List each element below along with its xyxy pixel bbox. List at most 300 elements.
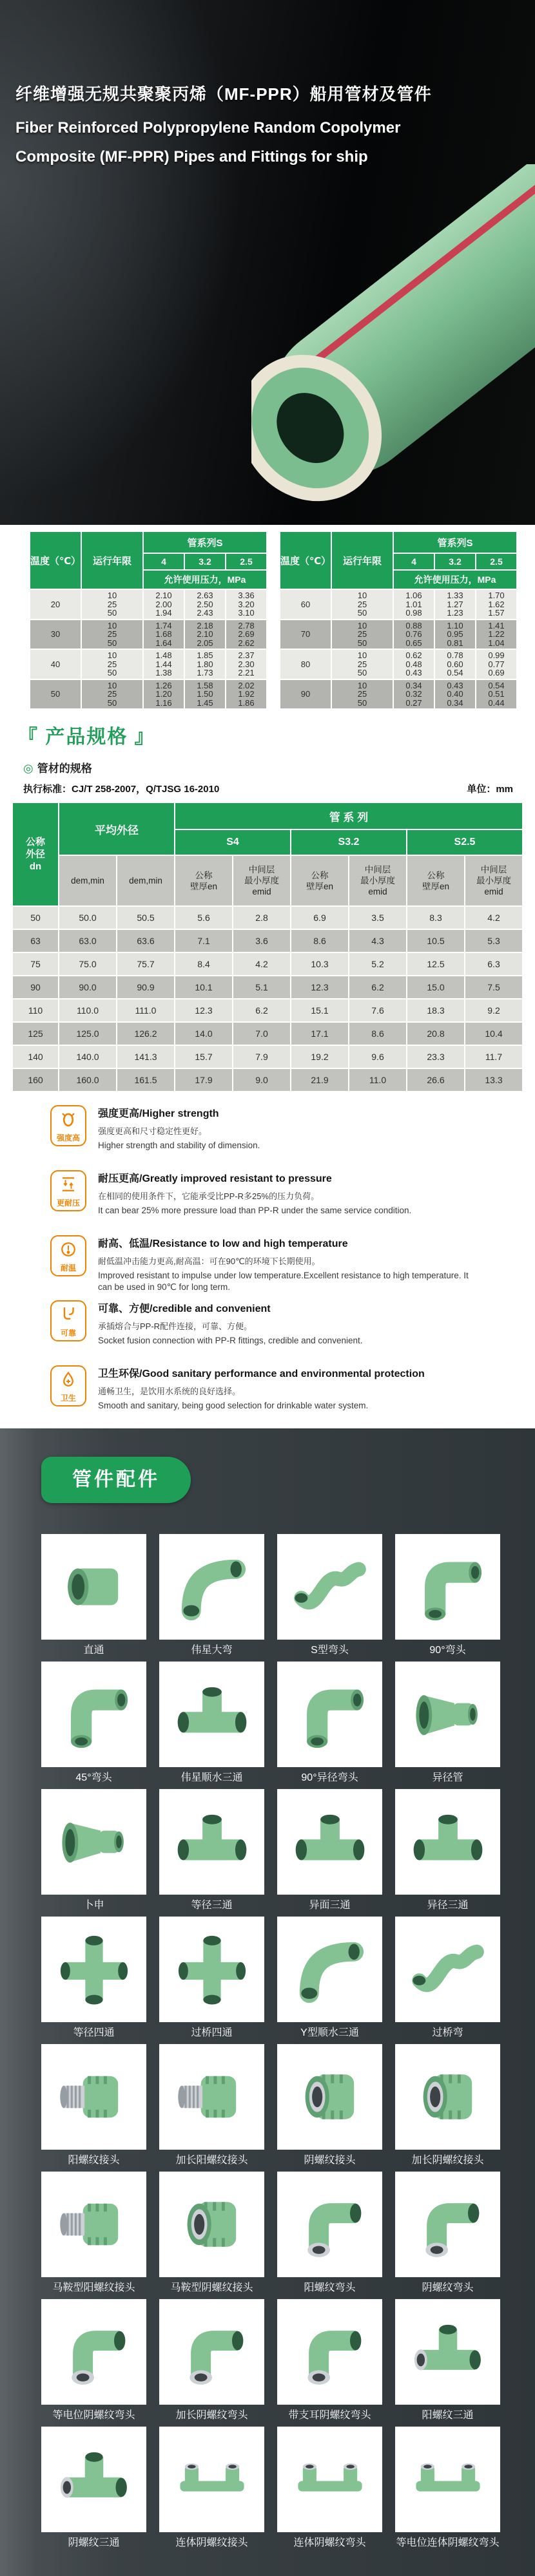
feature-item <box>50 1235 535 1293</box>
fittings-section <box>0 1428 535 2576</box>
product-label: 过桥弯 <box>432 2027 463 2038</box>
product-image <box>395 2044 500 2150</box>
spec-cell: 75.0 <box>59 952 117 976</box>
spec-cell: 15.1 <box>291 999 349 1022</box>
spec-cell: 6.2 <box>349 976 407 999</box>
feature-desc-zh: 在相同的使用条件下，它能承受比PP-R多25%的压力负荷。 <box>98 1191 320 1201</box>
feature-title: 耐压更高/Greatly improved resistant to pressure <box>98 1173 332 1184</box>
elbow-fitting-icon <box>54 1674 134 1754</box>
feature-badge: 更耐压 <box>56 1198 80 1208</box>
product-tile <box>41 1789 146 1917</box>
product-tile <box>159 2044 264 2172</box>
header-avg-od: 平均外径 <box>59 802 175 855</box>
spec-cell: 5.1 <box>233 976 291 999</box>
spec-cell: 111.0 <box>117 999 175 1022</box>
product-label: 异径管 <box>432 1772 463 1783</box>
pipe-photo <box>251 164 535 525</box>
spec-cell: 126.2 <box>117 1022 175 1045</box>
product-image <box>159 1789 264 1895</box>
s4-cell: 1.74 1.68 1.64 <box>143 620 184 650</box>
s25-cell: 2.78 2.69 2.62 <box>226 620 267 650</box>
s32-cell: 1.85 1.80 1.73 <box>184 649 226 679</box>
years-cell: 10 25 50 <box>331 589 393 620</box>
header-pipe-series: 管 系 列 <box>175 802 523 829</box>
product-tile <box>395 2299 500 2427</box>
spec-cell: 75 <box>12 952 59 976</box>
reducer-fitting-icon <box>408 1674 488 1754</box>
spec-subtitle: ◎ 管材的规格 <box>23 762 92 775</box>
product-tile <box>395 2427 500 2554</box>
product-image <box>41 2172 146 2277</box>
product-label: 90°异径弯头 <box>301 1772 358 1783</box>
feature-desc-en: Socket fusion connection with PP-R fittings, credible and convenient. <box>98 1336 363 1345</box>
product-image <box>41 1917 146 2022</box>
product-label: 45°弯头 <box>75 1772 112 1783</box>
double-circle-icon: ◎ <box>23 762 34 775</box>
product-label: 90°弯头 <box>429 1645 466 1656</box>
spec-row <box>12 1022 523 1045</box>
s4-cell: 1.06 1.01 0.98 <box>393 589 434 620</box>
product-label: 阳螺纹三通 <box>422 2410 474 2421</box>
product-label: 阴螺纹三通 <box>68 2537 120 2548</box>
s25-cell: 2.37 2.30 2.21 <box>226 649 267 679</box>
spec-subheader-row <box>12 855 523 906</box>
header-dem: dem,min <box>59 855 117 906</box>
spec-row <box>12 929 523 952</box>
s32-cell: 1.33 1.27 1.23 <box>434 589 476 620</box>
s32-cell: 0.43 0.40 0.34 <box>434 679 476 710</box>
temp-cell: 30 <box>30 620 81 650</box>
pressure-row <box>30 620 267 650</box>
product-tile <box>159 1662 264 1789</box>
header-pressure: 允许使用压力，MPa <box>393 570 517 589</box>
spec-cell: 9.6 <box>349 1045 407 1068</box>
pressure-tables-section <box>0 525 535 712</box>
header-wall: 公称 壁厚en <box>291 855 349 906</box>
product-tile <box>277 1534 382 1662</box>
feature-desc-zh: 强度更高和尺寸稳定性更好。 <box>98 1126 208 1136</box>
s25-cell: 2.02 1.92 1.86 <box>226 679 267 710</box>
product-label: 等电位连体阴螺纹弯头 <box>396 2537 500 2548</box>
s32-cell: 1.10 0.95 0.81 <box>434 620 476 650</box>
feature-title: 强度更高/Higher strength <box>98 1108 219 1119</box>
product-image <box>277 2172 382 2277</box>
product-tile <box>41 2044 146 2172</box>
pressure-icon <box>59 1176 78 1193</box>
product-label: 等径三通 <box>191 1900 233 1911</box>
product-label: 异径三通 <box>427 1900 469 1911</box>
temp-cell: 70 <box>280 620 331 650</box>
spec-cell: 90 <box>12 976 59 999</box>
feature-desc-en: Smooth and sanitary, being good selection for drinkable water system. <box>98 1401 369 1410</box>
spec-cell: 140 <box>12 1045 59 1068</box>
years-cell: 10 25 50 <box>81 649 143 679</box>
header-temp: 温度（℃） <box>30 531 81 589</box>
spec-cell: 7.1 <box>175 929 233 952</box>
spec-cell: 23.3 <box>407 1045 465 1068</box>
spec-table <box>12 802 523 1092</box>
spec-cell: 10.1 <box>175 976 233 999</box>
feature-title: 可靠、方便/credible and convenient <box>98 1303 271 1314</box>
product-tile <box>277 2172 382 2299</box>
product-image <box>41 2299 146 2405</box>
adapter-male-fitting-icon <box>54 2057 134 2137</box>
product-image <box>395 2427 500 2532</box>
feature-desc-zh: 通畅卫生，是饮用水系统的良好选择。 <box>98 1387 241 1396</box>
header-dn: 公称 外径 dn <box>12 802 59 906</box>
feature-item <box>50 1105 535 1163</box>
product-tile <box>159 2427 264 2554</box>
spec-cell: 26.6 <box>407 1068 465 1092</box>
spec-cell: 21.9 <box>291 1068 349 1092</box>
elbow-adapter-fitting-icon <box>54 2312 134 2392</box>
spec-cell: 50 <box>12 906 59 929</box>
feature-item <box>50 1300 535 1358</box>
spec-cell: 4.3 <box>349 929 407 952</box>
years-cell: 10 25 50 <box>81 620 143 650</box>
product-image <box>277 1534 382 1640</box>
years-cell: 10 25 50 <box>81 589 143 620</box>
sbend-fitting-icon <box>290 1547 370 1627</box>
product-image <box>395 1662 500 1767</box>
s32-cell: 0.78 0.60 0.54 <box>434 649 476 679</box>
header-series-col: 2.5 <box>476 553 517 570</box>
feature-item <box>50 1365 535 1423</box>
header-series: 管系列S <box>393 531 517 553</box>
product-image <box>277 1662 382 1767</box>
product-label: Y型顺水三通 <box>300 2027 359 2038</box>
header-series-col: 3.2 <box>184 553 226 570</box>
product-image <box>395 2299 500 2405</box>
section-title-spec: 『 产品规格 』 <box>18 726 155 748</box>
product-image <box>159 1662 264 1767</box>
spec-cell: 5.6 <box>175 906 233 929</box>
spec-cell: 10.3 <box>291 952 349 976</box>
tee-fitting-icon <box>172 1674 252 1754</box>
header-series: 管系列S <box>143 531 267 553</box>
temp-cell: 80 <box>280 649 331 679</box>
spec-cell: 12.3 <box>175 999 233 1022</box>
product-tile <box>277 2427 382 2554</box>
elbow-adapter-fitting-icon <box>172 2312 252 2392</box>
tee-adapter-fitting-icon <box>54 2439 134 2519</box>
tee-fitting-icon <box>172 1802 252 1882</box>
product-label: 马鞍型阴螺纹接头 <box>170 2282 253 2293</box>
spec-cell: 160.0 <box>59 1068 117 1092</box>
spec-row <box>12 976 523 999</box>
spec-cell: 63.6 <box>117 929 175 952</box>
adapter-male-fitting-icon <box>172 2057 252 2137</box>
adapter-male-fitting-icon <box>54 2184 134 2264</box>
adapter-female-fitting-icon <box>172 2184 252 2264</box>
spec-cell: 50.5 <box>117 906 175 929</box>
product-label: S型弯头 <box>311 1645 349 1656</box>
s25-cell: 1.70 1.62 1.57 <box>476 589 517 620</box>
header-series-col: 3.2 <box>434 553 476 570</box>
header-s-class: S2.5 <box>407 829 523 855</box>
feature-icon-box <box>50 1300 86 1341</box>
years-cell: 10 25 50 <box>331 620 393 650</box>
product-label: 加长阳螺纹接头 <box>175 2155 248 2166</box>
product-label: 伟星大弯 <box>191 1645 233 1656</box>
pressure-row <box>280 649 517 679</box>
product-label: 阴螺纹接头 <box>304 2155 356 2166</box>
spec-cell: 110.0 <box>59 999 117 1022</box>
bend-fitting-icon <box>290 1929 370 2009</box>
spec-cell: 141.3 <box>117 1045 175 1068</box>
years-cell: 10 25 50 <box>81 679 143 710</box>
feature-desc-zh: 耐低温冲击能力更高,耐高温：可在90℃的环境下长期使用。 <box>98 1256 320 1266</box>
product-image <box>159 2427 264 2532</box>
header-years: 运行年限 <box>331 531 393 589</box>
header-series-col: 4 <box>393 553 434 570</box>
spec-cell: 15.7 <box>175 1045 233 1068</box>
years-cell: 10 25 50 <box>331 649 393 679</box>
product-tile <box>41 1917 146 2044</box>
spec-cell: 11.7 <box>465 1045 523 1068</box>
product-label: 等径四通 <box>73 2027 115 2038</box>
feature-title: 耐高、低温/Resistance to low and high temperature <box>98 1238 348 1249</box>
spec-cell: 2.8 <box>233 906 291 929</box>
product-image <box>277 1917 382 2022</box>
strength-icon <box>59 1111 78 1128</box>
product-image <box>41 1534 146 1640</box>
product-grid <box>41 1534 535 2554</box>
pressure-table-left <box>29 531 268 710</box>
header-temp: 温度（℃） <box>280 531 331 589</box>
s4-cell: 2.10 2.00 1.94 <box>143 589 184 620</box>
spec-row <box>12 906 523 929</box>
pressure-row <box>30 589 267 620</box>
spec-cell: 6.2 <box>233 999 291 1022</box>
product-image <box>41 2427 146 2532</box>
spec-cell: 12.3 <box>291 976 349 999</box>
product-tile <box>159 2172 264 2299</box>
pressure-row <box>280 620 517 650</box>
product-tile <box>41 2299 146 2427</box>
s25-cell: 0.54 0.51 0.44 <box>476 679 517 710</box>
spec-cell: 17.9 <box>175 1068 233 1092</box>
elbow-fitting-icon <box>290 1674 370 1754</box>
spec-row <box>12 1068 523 1092</box>
product-label: 异面三通 <box>309 1900 351 1911</box>
product-tile <box>395 1534 500 1662</box>
spec-cell: 160 <box>12 1068 59 1092</box>
header-wall: 公称 壁厚en <box>407 855 465 906</box>
product-image <box>41 2044 146 2150</box>
feature-badge: 强度高 <box>56 1133 80 1142</box>
adapter-female-fitting-icon <box>290 2057 370 2137</box>
spec-cell: 17.1 <box>291 1022 349 1045</box>
spec-cell: 18.3 <box>407 999 465 1022</box>
s32-cell: 1.58 1.50 1.45 <box>184 679 226 710</box>
spec-cell: 5.3 <box>465 929 523 952</box>
product-tile <box>277 2299 382 2427</box>
tee-fitting-icon <box>290 1802 370 1882</box>
spec-cell: 3.6 <box>233 929 291 952</box>
spec-cell: 8.3 <box>407 906 465 929</box>
spec-cell: 8.4 <box>175 952 233 976</box>
product-image <box>159 1917 264 2022</box>
section-title-fittings: 管件配件 <box>41 1457 191 1503</box>
elbow-adapter-fitting-icon <box>290 2184 370 2264</box>
temp-cell: 90 <box>280 679 331 710</box>
spec-standard-row <box>23 782 513 795</box>
spec-cell: 90.9 <box>117 976 175 999</box>
spec-cell: 161.5 <box>117 1068 175 1092</box>
header-wall: 公称 壁厚en <box>175 855 233 906</box>
feature-title: 卫生环保/Good sanitary performance and environmental protection <box>98 1368 425 1379</box>
spec-cell: 6.3 <box>465 952 523 976</box>
spec-cell: 3.5 <box>349 906 407 929</box>
spec-cell: 125.0 <box>59 1022 117 1045</box>
product-image <box>41 1662 146 1767</box>
header-series-col: 4 <box>143 553 184 570</box>
product-tile <box>277 1662 382 1789</box>
product-tile <box>41 1534 146 1662</box>
temp-cell: 20 <box>30 589 81 620</box>
spec-cell: 125 <box>12 1022 59 1045</box>
product-label: 连体阴螺纹接头 <box>175 2537 248 2548</box>
reliable-icon <box>59 1306 78 1323</box>
spec-cell: 7.0 <box>233 1022 291 1045</box>
product-label: 马鞍型阳螺纹接头 <box>52 2282 135 2293</box>
s4-cell: 0.34 0.32 0.27 <box>393 679 434 710</box>
product-label: 伟星顺水三通 <box>180 1772 243 1783</box>
feature-badge: 卫生 <box>60 1394 76 1403</box>
spec-cell: 10.4 <box>465 1022 523 1045</box>
header-pressure: 允许使用压力，MPa <box>143 570 267 589</box>
header-s-class: S3.2 <box>291 829 407 855</box>
unit-text: 单位：mm <box>467 784 513 795</box>
product-tile <box>277 1789 382 1917</box>
spec-cell: 5.2 <box>349 952 407 976</box>
spec-cell: 8.6 <box>291 929 349 952</box>
feature-badge: 可靠 <box>60 1329 76 1338</box>
product-image <box>277 2299 382 2405</box>
product-label: 阳螺纹接头 <box>68 2155 120 2166</box>
product-label: 直通 <box>83 1645 104 1656</box>
s4-cell: 0.88 0.76 0.65 <box>393 620 434 650</box>
header-dem: dem,min <box>117 855 175 906</box>
spec-row <box>12 1045 523 1068</box>
features-section <box>0 1095 535 1428</box>
elbow-adapter-fitting-icon <box>408 2184 488 2264</box>
product-image <box>395 1534 500 1640</box>
product-tile <box>395 2044 500 2172</box>
header-mid-layer: 中间层 最小厚度 emid <box>349 855 407 906</box>
standard-text: 执行标准：CJ/T 258-2007，Q/TJSG 16-2010 <box>23 784 220 795</box>
s4-cell: 0.62 0.48 0.43 <box>393 649 434 679</box>
bar-fitting-icon <box>408 2439 488 2519</box>
product-image <box>41 1789 146 1895</box>
spec-cell: 75.7 <box>117 952 175 976</box>
elbow-adapter-fitting-icon <box>290 2312 370 2392</box>
header-years: 运行年限 <box>81 531 143 589</box>
temperature-icon <box>59 1241 78 1258</box>
feature-icon-box <box>50 1170 86 1211</box>
years-cell: 10 25 50 <box>331 679 393 710</box>
hero-text-block <box>15 81 432 177</box>
bar-fitting-icon <box>290 2439 370 2519</box>
product-image <box>159 2172 264 2277</box>
spec-cell: 7.6 <box>349 999 407 1022</box>
page-title-zh: 纤维增强无规共聚聚丙烯（MF-PPR）船用管材及管件 <box>15 84 432 104</box>
header-mid-layer: 中间层 最小厚度 emid <box>465 855 523 906</box>
spec-cell: 50.0 <box>59 906 117 929</box>
spec-cell: 4.2 <box>465 906 523 929</box>
s25-cell: 0.99 0.77 0.69 <box>476 649 517 679</box>
feature-icon-box <box>50 1235 86 1276</box>
reducer-fitting-icon <box>54 1802 134 1882</box>
product-image <box>159 1534 264 1640</box>
spec-cell: 8.6 <box>349 1022 407 1045</box>
cross-fitting-icon <box>54 1929 134 2009</box>
spec-cell: 110 <box>12 999 59 1022</box>
header-mid-layer: 中间层 最小厚度 emid <box>233 855 291 906</box>
product-tile <box>41 2427 146 2554</box>
feature-desc-en: Improved resistant to impulse under low temperature.Excellent resistance to high temperature. It can be used in 90℃ for long term. <box>98 1271 469 1292</box>
product-label: 过桥四通 <box>191 2027 233 2038</box>
spec-row <box>12 952 523 976</box>
spec-cell: 11.0 <box>349 1068 407 1092</box>
spec-cell: 7.5 <box>465 976 523 999</box>
s32-cell: 2.63 2.50 2.43 <box>184 589 226 620</box>
product-tile <box>277 1917 382 2044</box>
feature-icon-box <box>50 1365 86 1406</box>
spec-cell: 20.8 <box>407 1022 465 1045</box>
temp-cell: 50 <box>30 679 81 710</box>
product-label: 卜申 <box>83 1900 104 1911</box>
product-image <box>395 2172 500 2277</box>
product-label: 等电位阴螺纹弯头 <box>52 2410 135 2421</box>
cross-fitting-icon <box>172 1929 252 2009</box>
spec-cell: 14.0 <box>175 1022 233 1045</box>
bend-fitting-icon <box>172 1547 252 1627</box>
spec-cell: 7.9 <box>233 1045 291 1068</box>
tee-adapter-fitting-icon <box>408 2312 488 2392</box>
s32-cell: 2.18 2.10 2.05 <box>184 620 226 650</box>
product-tile <box>395 1662 500 1789</box>
spec-section <box>0 712 535 1095</box>
product-tile <box>41 1662 146 1789</box>
product-tile <box>395 1789 500 1917</box>
spec-cell: 140.0 <box>59 1045 117 1068</box>
spec-row <box>12 999 523 1022</box>
product-tile <box>159 1917 264 2044</box>
product-tile <box>395 2172 500 2299</box>
pressure-row <box>30 649 267 679</box>
spec-cell: 6.9 <box>291 906 349 929</box>
product-label: 连体阴螺纹弯头 <box>293 2537 366 2548</box>
tee-fitting-icon <box>408 1802 488 1882</box>
spec-cell: 19.2 <box>291 1045 349 1068</box>
spec-cell: 9.2 <box>465 999 523 1022</box>
coupling-fitting-icon <box>54 1547 134 1627</box>
s25-cell: 1.41 1.22 1.04 <box>476 620 517 650</box>
product-tile <box>159 1534 264 1662</box>
sanitary-icon <box>59 1371 78 1388</box>
product-tile <box>395 1917 500 2044</box>
spec-cell: 63 <box>12 929 59 952</box>
s25-cell: 3.36 3.20 3.10 <box>226 589 267 620</box>
spec-cell: 4.2 <box>233 952 291 976</box>
product-image <box>395 1789 500 1895</box>
feature-icon-box <box>50 1105 86 1146</box>
feature-badge: 耐温 <box>60 1264 76 1273</box>
pressure-row <box>30 679 267 710</box>
product-image <box>395 1917 500 2022</box>
